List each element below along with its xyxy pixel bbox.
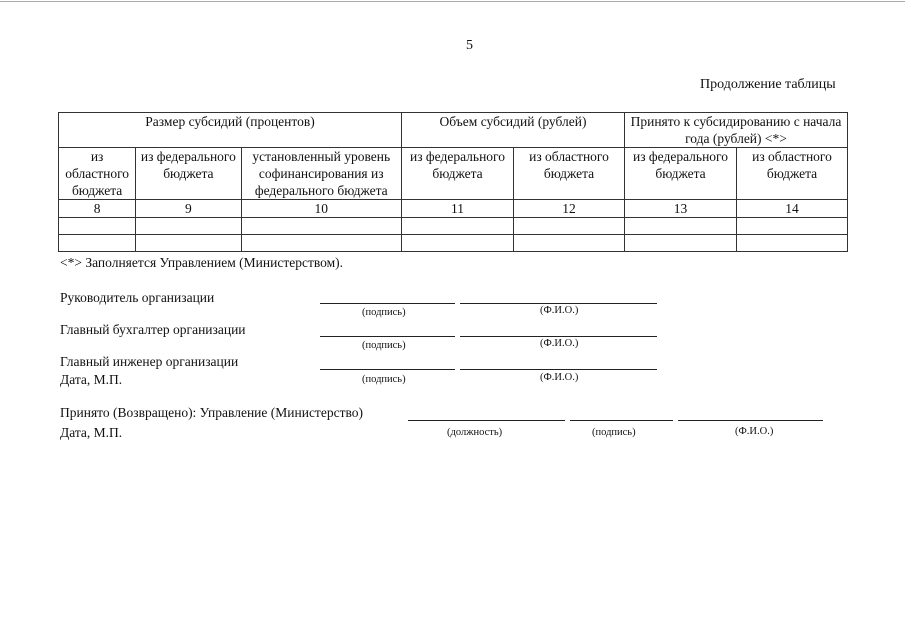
top-edge bbox=[0, 1, 905, 2]
column-header: установленный уровень софинансирования из федерального бюджета bbox=[241, 148, 401, 200]
continuation-label: Продолжение таблицы bbox=[700, 77, 836, 92]
date-label: Дата, М.П. bbox=[60, 372, 123, 387]
signature-caption: (подпись) bbox=[362, 340, 406, 351]
group-header: Объем субсидий (рублей) bbox=[402, 113, 625, 148]
column-number: 10 bbox=[241, 200, 401, 218]
footnote: <*> Заполняется Управлением (Министерством). bbox=[60, 255, 344, 270]
signature-line bbox=[320, 336, 455, 337]
name-caption: (Ф.И.О.) bbox=[540, 338, 579, 349]
name-caption: (Ф.И.О.) bbox=[540, 372, 579, 383]
name-line bbox=[460, 336, 657, 337]
engineer-label: Главный инженер организации bbox=[60, 354, 239, 369]
column-header: из федерального бюджета bbox=[625, 148, 737, 200]
column-header: из областного бюджета bbox=[59, 148, 136, 200]
column-header: из областного бюджета bbox=[514, 148, 625, 200]
signature-caption: (подпись) bbox=[592, 427, 636, 438]
table-row bbox=[59, 218, 848, 235]
name-caption: (Ф.И.О.) bbox=[735, 426, 774, 437]
date-label: Дата, М.П. bbox=[60, 425, 123, 440]
name-line bbox=[460, 303, 657, 304]
table-row bbox=[59, 235, 848, 252]
name-line bbox=[678, 420, 823, 421]
name-line bbox=[460, 369, 657, 370]
name-caption: (Ф.И.О.) bbox=[540, 305, 579, 316]
column-header: из областного бюджета bbox=[737, 148, 848, 200]
position-caption: (должность) bbox=[447, 427, 503, 438]
signature-line bbox=[320, 369, 455, 370]
accountant-label: Главный бухгалтер организации bbox=[60, 322, 246, 337]
number-row bbox=[59, 200, 848, 218]
signature-line bbox=[570, 420, 673, 421]
accepted-label: Принято (Возвращено): Управление (Министерство) bbox=[60, 405, 363, 420]
column-number: 11 bbox=[402, 200, 514, 218]
column-header: из федерального бюджета bbox=[402, 148, 514, 200]
column-header: из федерального бюджета bbox=[136, 148, 241, 200]
head-label: Руководитель организации bbox=[60, 290, 215, 305]
column-number: 12 bbox=[514, 200, 625, 218]
signature-line bbox=[320, 303, 455, 304]
column-number: 9 bbox=[136, 200, 241, 218]
group-header: Принято к субсидированию с начала года (рублей) <*> bbox=[625, 113, 848, 148]
signature-caption: (подпись) bbox=[362, 307, 406, 318]
column-number: 14 bbox=[737, 200, 848, 218]
page-number: 5 bbox=[466, 38, 473, 53]
column-number: 13 bbox=[625, 200, 737, 218]
subsidy-table bbox=[58, 112, 848, 252]
signature-caption: (подпись) bbox=[362, 374, 406, 385]
position-line bbox=[408, 420, 565, 421]
group-header: Размер субсидий (процентов) bbox=[59, 113, 402, 148]
column-number: 8 bbox=[59, 200, 136, 218]
